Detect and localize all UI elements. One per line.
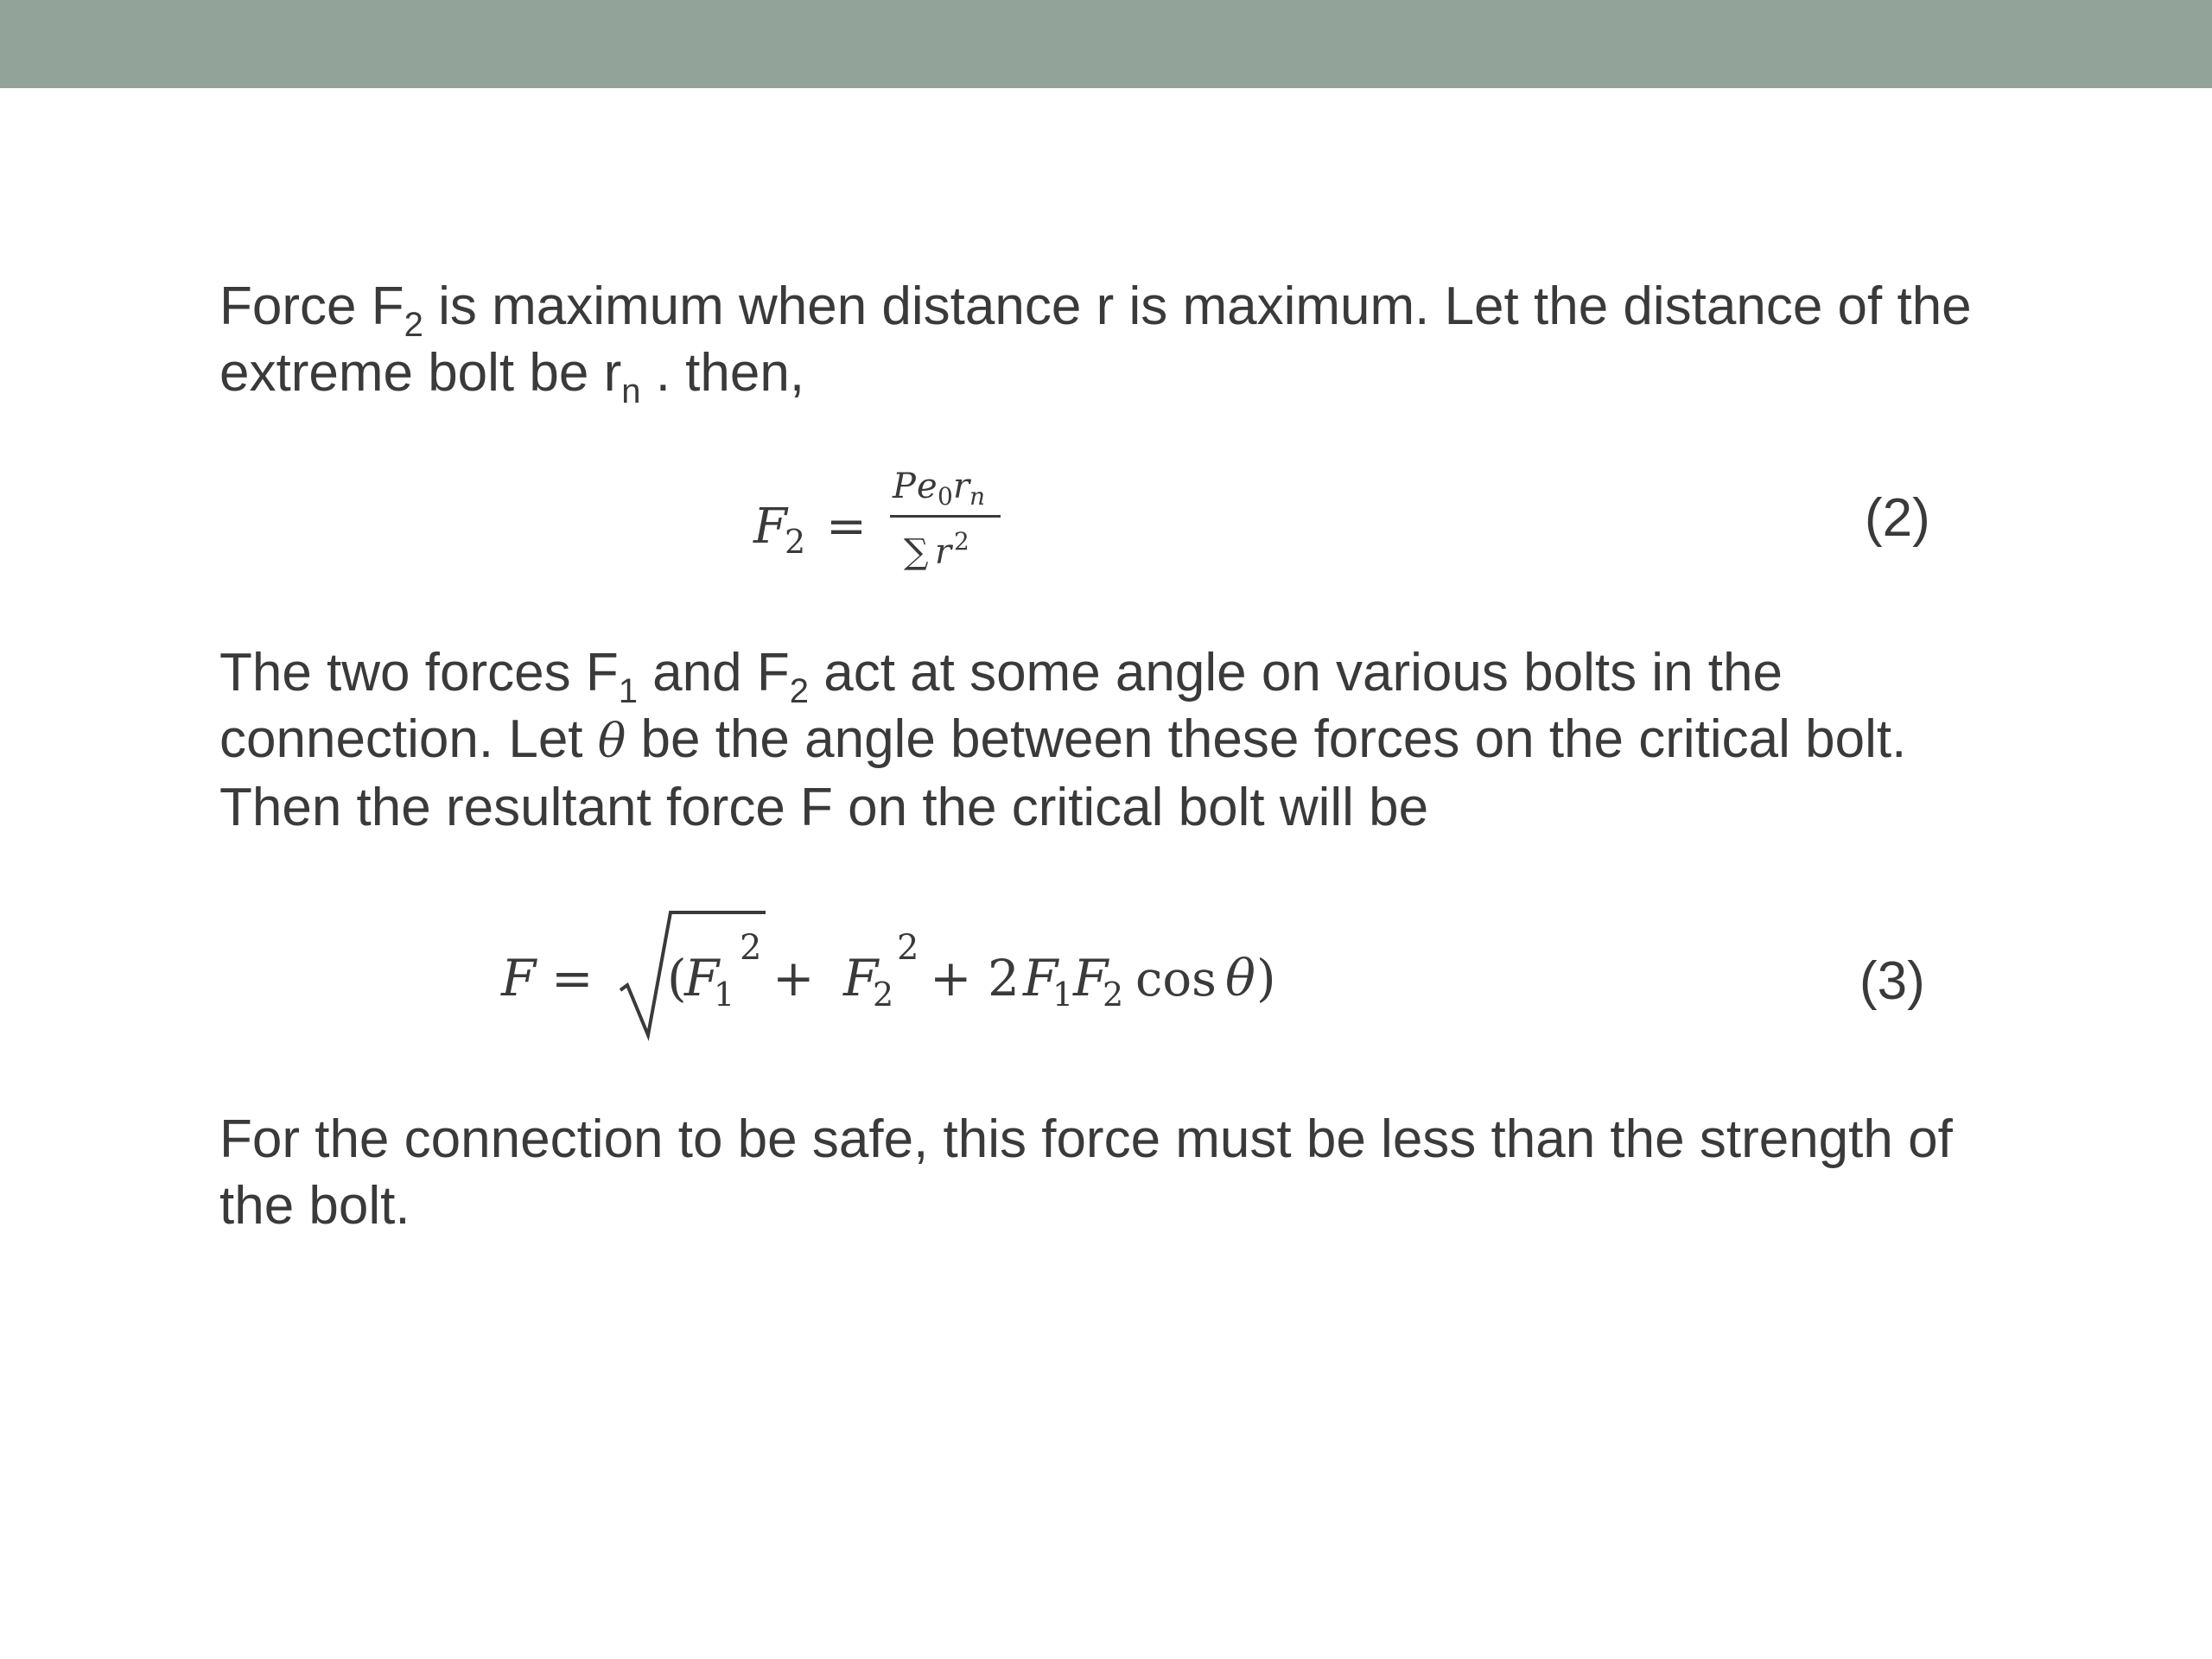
eq3-f1-exp: 2 xyxy=(740,928,762,968)
eq3-f2-sub: 2 xyxy=(873,976,894,1014)
p2-text-2: and F xyxy=(637,643,790,702)
equation-3 xyxy=(498,906,1293,1052)
eq2-num-r: r xyxy=(953,467,970,506)
p2-text-4: be the angle between these forces on the critical bolt. Then the resultant force F on the critical bolt will be xyxy=(219,709,1907,837)
equation-2 xyxy=(752,467,1046,588)
p2-text-3: act at some angle on various bolts in the connection. Let xyxy=(219,643,1783,769)
eq3-equals: = xyxy=(551,949,594,1007)
eq3-lhs-var: F xyxy=(501,949,537,1007)
eq3-f2: F xyxy=(843,949,879,1007)
eq3-f2-exp: 2 xyxy=(897,928,919,968)
eq2-num-e: e xyxy=(917,467,938,506)
eq3-theta: θ xyxy=(1225,949,1255,1007)
p1-sub-2: n xyxy=(621,372,641,410)
eq2-equals: = xyxy=(826,499,867,555)
eq2-num-e-sub: 0 xyxy=(938,482,953,511)
equation-2-number: (2) xyxy=(1865,488,1930,548)
p2-sub-1: 1 xyxy=(618,672,638,710)
eq2-lhs-sub: 2 xyxy=(785,523,806,561)
p2-sub-2: 2 xyxy=(789,672,809,710)
p1-text-2: is maximum when distance r is maximum. Let the distance of the extreme bolt be r xyxy=(219,276,1972,403)
eq3-f1-sub: 1 xyxy=(714,976,735,1014)
eq3-f1b-sub: 1 xyxy=(1052,976,1074,1014)
eq2-fraction-bar xyxy=(890,515,1001,518)
eq3-plus-1: + xyxy=(772,949,815,1007)
eq3-f1: F xyxy=(684,949,720,1007)
p1-text-1: Force F xyxy=(219,276,404,336)
eq3-f2b-sub: 2 xyxy=(1103,976,1124,1014)
eq3-f1b: F xyxy=(1023,949,1058,1007)
p1-text-3: . then, xyxy=(640,343,805,403)
eq2-den-sigma: ∑ xyxy=(904,532,929,572)
equation-3-number: (3) xyxy=(1859,951,1925,1011)
p2-theta: θ xyxy=(597,714,626,768)
p2-text-1: The two forces F xyxy=(219,643,619,702)
paragraph-safety: For the connection to be safe, this force must be less than the strength of the bolt. xyxy=(219,1109,1953,1236)
eq3-lparen: ( xyxy=(667,949,687,1007)
eq2-den-r: r xyxy=(935,532,952,572)
eq2-num-r-sub: n xyxy=(969,482,986,511)
eq2-lhs-var: F xyxy=(753,499,787,555)
p1-sub-1: 2 xyxy=(404,306,423,344)
eq3-cos: cos xyxy=(1135,951,1217,1007)
eq2-num-P: P xyxy=(893,467,916,506)
eq2-den-exp: 2 xyxy=(954,527,969,556)
paragraph-force-max xyxy=(219,273,2017,410)
header-bar xyxy=(0,0,2212,88)
eq3-f2b: F xyxy=(1073,949,1109,1007)
paragraph-two-forces xyxy=(219,639,2017,841)
eq3-rparen: ) xyxy=(1256,949,1276,1007)
eq3-plus-2: + 2 xyxy=(930,949,1020,1007)
